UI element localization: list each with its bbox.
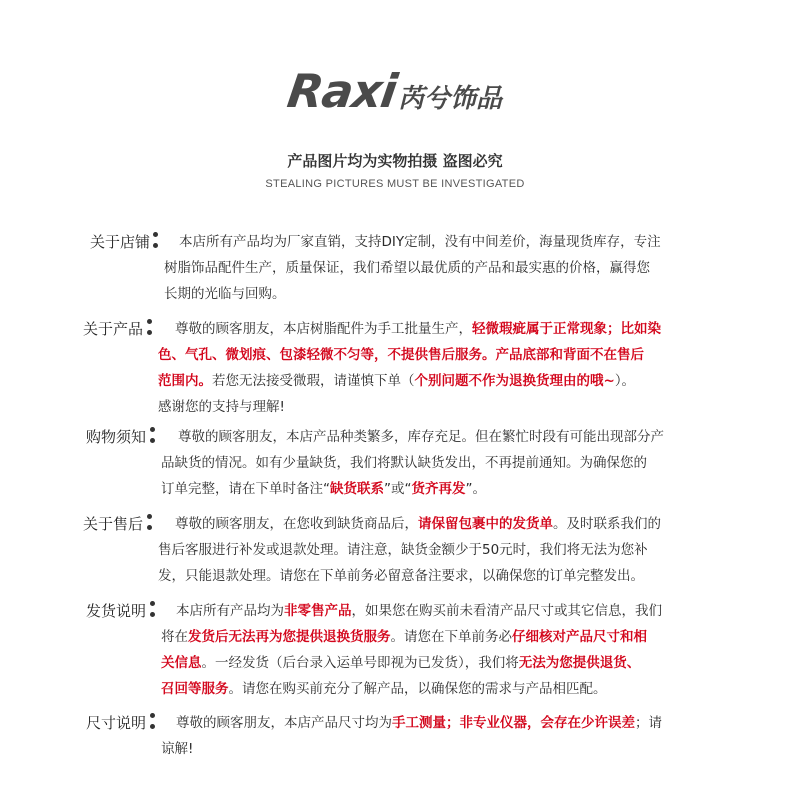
- tagline-chinese: 产品图片均为实物拍摄 盗图必究: [287, 152, 503, 170]
- body-text: ；请: [635, 715, 662, 731]
- section-text-line: [158, 316, 661, 342]
- body-text: 。请您在下单前务必: [390, 629, 512, 645]
- section-text-line: [161, 624, 662, 650]
- highlight-text: 手工测量；非专业仪器，会存在少许误差: [392, 715, 635, 731]
- body-text: 尊敬的顾客朋友，本店树脂配件为手工批量生产，: [175, 321, 472, 337]
- section-label: 关于店铺: [89, 233, 150, 251]
- highlight-text: 色、气孔、微划痕、包漆轻微不匀等，不提供售后服务。产品底部和背面不在售后: [158, 347, 644, 363]
- body-text: 本店所有产品均为厂家直销，支持DIY定制，没有中间差价，海量现货库存，专注: [179, 234, 661, 250]
- section-text-line: [158, 394, 661, 420]
- highlight-text: 个别问题不作为退换货理由的哦~: [414, 373, 615, 389]
- highlight-text: 请保留包裹中的发货单: [418, 516, 553, 532]
- highlight-text: 无法为您提供退货、: [518, 655, 641, 671]
- section-text-line: [161, 424, 664, 450]
- highlight-text: 非零售产品: [284, 603, 352, 619]
- body-text: 将在: [161, 629, 188, 645]
- section-label: 发货说明: [85, 602, 146, 620]
- colon-icon: [147, 318, 153, 338]
- highlight-text: 仔细核对产品尺寸和相: [512, 629, 647, 645]
- section-body: [158, 316, 661, 420]
- body-text: ”或“: [384, 481, 412, 497]
- highlight-text: 范围内。: [158, 373, 212, 389]
- colon-icon: [147, 513, 153, 533]
- highlight-text: 轻微瑕疵属于正常现象；比如染: [472, 321, 661, 337]
- logo-chinese-text: 芮兮饰品: [397, 84, 502, 114]
- section-text-line: [161, 650, 662, 676]
- body-text: 尊敬的顾客朋友，在您收到缺货商品后，: [175, 516, 418, 532]
- logo-latin-text: Raxi: [284, 64, 400, 118]
- section-text-line: [161, 676, 662, 702]
- section-text-line: [158, 537, 661, 563]
- section-label: 关于产品: [82, 320, 143, 338]
- colon-icon: [150, 712, 156, 732]
- section-text-line: [161, 598, 662, 624]
- section-body: [164, 229, 661, 307]
- section-text-line: [161, 736, 662, 762]
- body-text: 发，只能退款处理。请您在下单前务必留意备注要求，以确保您的订单完整发出。: [158, 568, 644, 584]
- body-text: 。一经发货（后台录入运单号即视为已发货），我们将: [201, 655, 519, 671]
- section-text-line: [161, 476, 664, 502]
- colon-icon: [150, 600, 156, 620]
- section-label: 尺寸说明: [85, 714, 146, 732]
- body-text: 尊敬的顾客朋友，本店产品种类繁多，库存充足。但在繁忙时段有可能出现部分产: [178, 429, 664, 445]
- body-text: ，如果您在购买前未看清产品尺寸或其它信息，我们: [351, 603, 662, 619]
- body-text: 若您无法接受微瑕，请谨慎下单（: [212, 373, 415, 389]
- body-text: 品缺货的情况。如有少量缺货，我们将默认缺货发出，不再提前通知。为确保您的: [161, 455, 647, 471]
- section-text-line: [164, 255, 661, 281]
- highlight-text: 货齐再发: [411, 481, 466, 497]
- body-text: 。请您在购买前充分了解产品，以确保您的需求与产品相匹配。: [228, 681, 607, 697]
- section-text-line: [161, 710, 662, 736]
- body-text: ）。: [614, 373, 636, 389]
- body-text: 本店所有产品均为: [176, 603, 284, 619]
- section-label: 购物须知: [85, 428, 146, 446]
- highlight-text: 关信息: [161, 655, 202, 671]
- highlight-text: 发货后无法再为您提供退换货服务: [188, 629, 391, 645]
- body-text: 售后客服进行补发或退款处理。请注意，缺货金额少于50元时，我们将无法为您补: [158, 542, 648, 558]
- colon-icon: [150, 426, 156, 446]
- body-text: 尊敬的顾客朋友，本店产品尺寸均为: [176, 715, 392, 731]
- highlight-text: 缺货联系: [330, 481, 384, 497]
- section-text-line: [158, 563, 661, 589]
- body-text: 谅解!: [161, 741, 194, 757]
- section-text-line: [164, 281, 661, 307]
- section-body: [161, 424, 664, 502]
- section-body: [161, 598, 662, 702]
- tagline-english: STEALING PICTURES MUST BE INVESTIGATED: [265, 178, 525, 190]
- body-text: 订单完整，请在下单时备注“: [161, 481, 330, 497]
- section-text-line: [161, 450, 664, 476]
- body-text: 长期的光临与回购。: [164, 286, 286, 302]
- body-text: 树脂饰品配件生产，质量保证，我们希望以最优质的产品和最实惠的价格，赢得您: [164, 260, 650, 276]
- body-text: ”。: [465, 481, 486, 497]
- section-label: 关于售后: [82, 515, 143, 533]
- section-text-line: [158, 342, 661, 368]
- section-text-line: [158, 511, 661, 537]
- highlight-text: 召回等服务: [161, 681, 229, 697]
- brand-logo: [0, 64, 790, 118]
- body-text: 。及时联系我们的: [553, 516, 661, 532]
- section-body: [158, 511, 661, 589]
- colon-icon: [153, 231, 159, 251]
- section-text-line: [158, 368, 661, 394]
- body-text: 感谢您的支持与理解!: [158, 399, 285, 415]
- section-text-line: [164, 229, 661, 255]
- section-body: [161, 710, 662, 762]
